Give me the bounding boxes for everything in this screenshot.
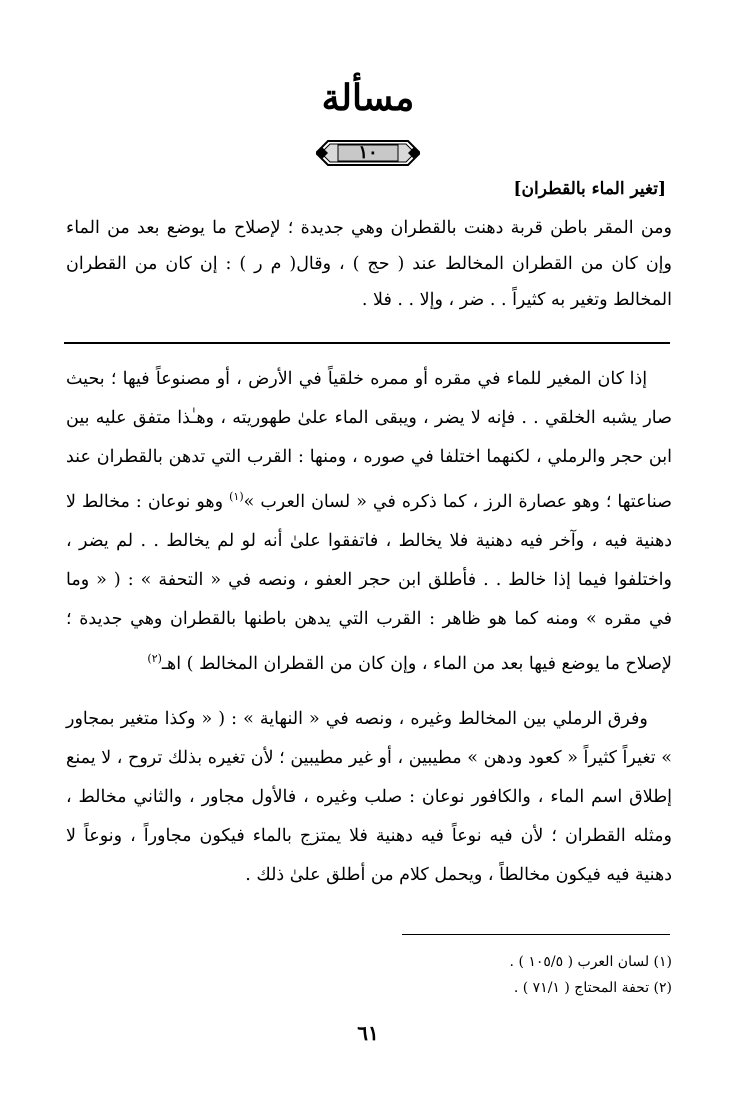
footnote-ref-2: (٢)	[147, 651, 162, 665]
footnote-ref-1: (١)	[229, 490, 244, 503]
topic-title: [تغير الماء بالقطران]	[513, 179, 666, 199]
commentary-paragraph-1	[66, 360, 672, 684]
masala-heading: مسألة	[321, 77, 415, 119]
commentary-text-2: وفرق الرملي بين المخالط وغيره ، ونصه في « النهاية » : ( « وكذا متغير بمجاور » تغيراً كثيراً « كعود ودهن » مطيبين ، أو غير مطيبين ؛ لأن تغيره بذلك تروح ، لا يمنع إطلاق اسم الماء ، والكافور نوعان : صلب وغيره ، فالأول مجاور ، والثاني مخالط ، ومثله القطران ؛ لأن فيه نوعاً فيه دهنية فلا يمتزج بالماء فيكون مجاوراً ، ونوعاً لا دهنية فيه فيكون مخالطاً ، ويحمل كلام من أطلق علىٰ ذلك .	[66, 709, 672, 885]
commentary-paragraph-2	[66, 700, 672, 895]
main-text: ومن المقر باطن قربة دهنت بالقطران وهي جديدة ؛ لإصلاح ما يوضع بعد من الماء وإن كان من القطران المخالط عند ( حج ) ، وقال( م ر ) : إن كان من القطران المخالط وتغير به كثيراً . . ضر ، وإلا . . فلا .	[66, 218, 672, 310]
issue-number-plate	[316, 138, 420, 168]
issue-number: ١٠	[358, 142, 378, 163]
commentary-text-part-a: إذا كان المغير للماء في مقره أو ممره خلقياً في الأرض ، أو مصنوعاً فيها ؛ بحيث صار يشبه الخلقي . . فإنه لا يضر ، ويبقى الماء علىٰ طهوريته ، وهـٰذا متفق عليه بين ابن حجر والرملي ، لكنهما اختلفا في صوره ، ومنها : القرب التي تدهن بالقطران عند صناعتها ؛ وهو عصارة الرز ، كما ذكره في « لسان العرب »	[66, 369, 672, 512]
page-number: ٦١	[357, 1021, 379, 1045]
footnote-separator	[402, 934, 670, 935]
footnote-2: (٢) تحفة المحتاج ( ٧١/١ ) .	[513, 980, 672, 996]
section-divider	[64, 342, 670, 344]
commentary-text-part-b: وهو نوعان : مخالط لا دهنية فيه ، وآخر فيه دهنية فلا يخالط ، فاتفقوا علىٰ أنه لو لم يخالط . . لم يضر ، واختلفوا فيما إذا خالط . . فأطلق ابن حجر العفو ، ونصه في « التحفة » : ( « وما في مقره » ومنه كما هو ظاهر : القرب التي يدهن باطنها بالقطران وهي جديدة ؛ لإصلاح ما يوضع فيها بعد من الماء ، وإن كان من القطران المخالط ) اهـ	[66, 491, 672, 674]
footnote-1: (١) لسان العرب ( ١٠٥/٥ ) .	[509, 954, 672, 970]
